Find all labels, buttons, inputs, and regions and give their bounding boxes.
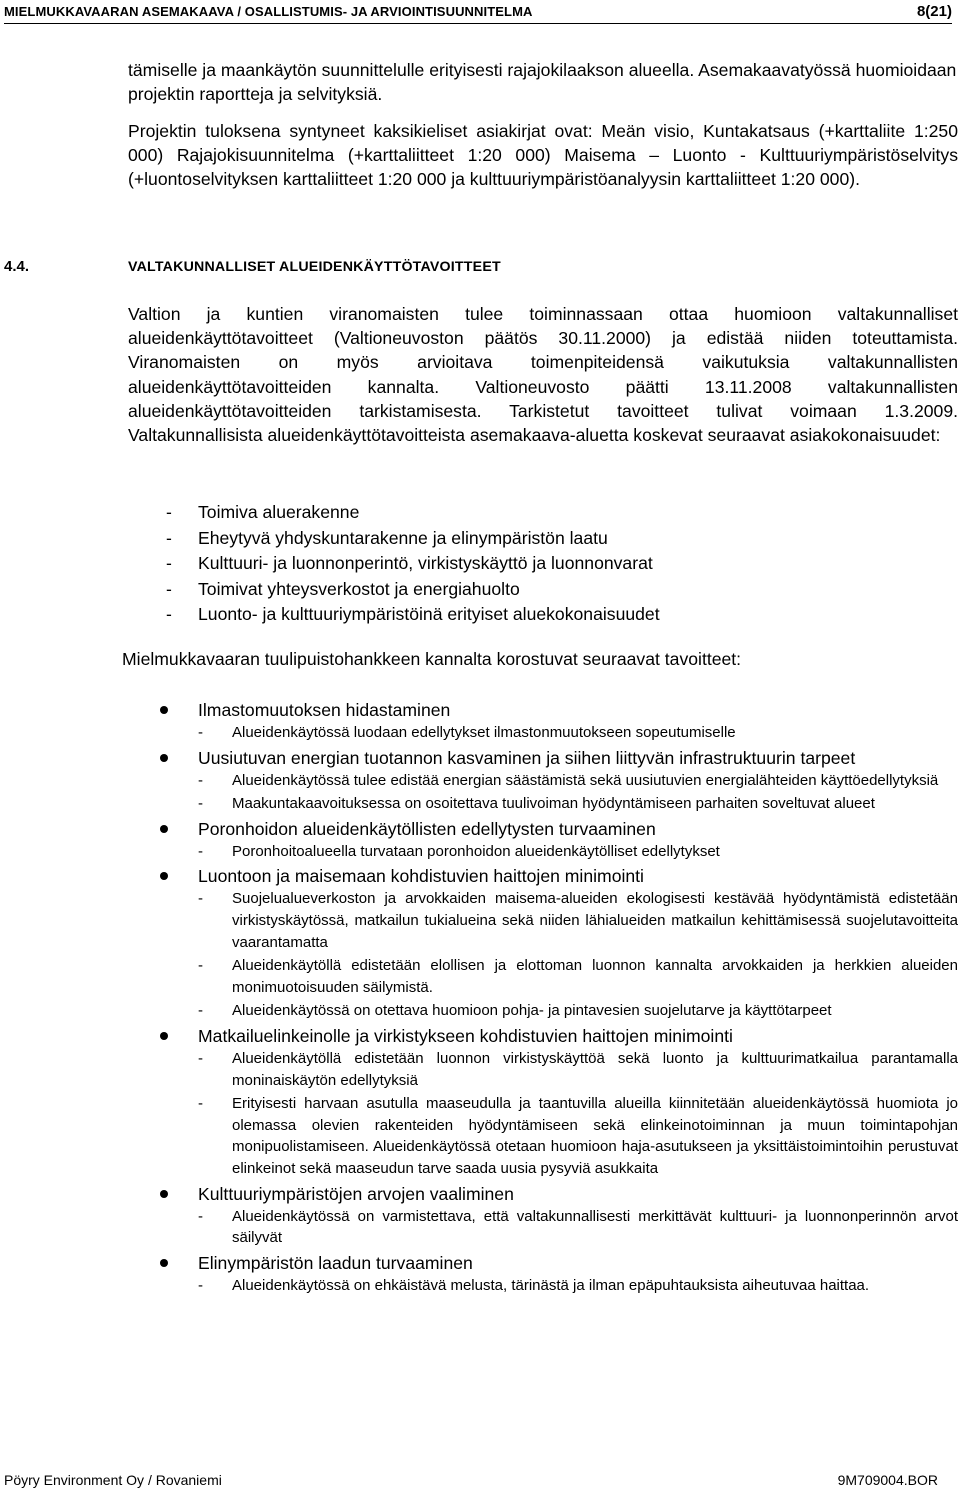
goal-title: Luontoon ja maisemaan kohdistuvien haittojen minimointi <box>198 866 644 887</box>
section-paragraph: Valtion ja kuntien viranomaisten tulee toiminnassaan ottaa huomioon valtakunnalliset alueidenkäyttötavoitteet (Valtioneuvoston päätös 30.11.2000) ja edistää niiden toteuttamista. Viranomaisten on myös arvioitava toimenpiteidensä vaikutuksia valtakunnallisten alueidenkäyttötavoitteiden kannalta. Valtioneuvosto päätti 13.11.2008 valtakunnallisten alueidenkäyttötavoitteiden tarkistamisesta. Tarkistetut tavoitteet tulivat voimaan 1.3.2009. Valtakunnallisista alueidenkäyttötavoitteista asemakaava-aluetta koskevat seuraavat asiakokonaisuudet: <box>128 304 958 446</box>
page-number: 8(21) <box>916 3 952 20</box>
goal-title: Elinympäristön laadun turvaaminen <box>198 1252 473 1273</box>
goal-item <box>158 698 960 744</box>
header-divider <box>4 23 952 24</box>
bullet-icon <box>160 872 168 880</box>
goal-subitem: - Alueidenkäytöllä edistetään elollisen ja elottoman luonnon kannalta arvokkaiden ja herkkien alueiden monimuotoisuuden säilymistä. <box>158 955 958 998</box>
goal-title: Matkailuelinkeinolle ja virkistykseen kohdistuvien haittojen minimointi <box>198 1025 733 1046</box>
goal-subitem: - Alueidenkäytössä on varmistettava, että valtakunnallisesti merkittävät kulttuuri- ja luonnonperinnön arvot säilyvät <box>158 1206 958 1249</box>
bullet-icon <box>160 825 168 833</box>
goal-item <box>158 1251 960 1297</box>
list-item: - Toimiva aluerakenne <box>128 500 958 526</box>
goal-subitem: - Alueidenkäytössä tulee edistää energian säästämistä sekä uusiutuvien energialähteiden käyttöedellytyksiä <box>158 770 958 792</box>
goal-title: Uusiutuvan energian tuotannon kasvaminen ja siihen liittyvän infrastruktuurin tarpeet <box>198 747 856 768</box>
goal-subitem: - Alueidenkäytössä on otettava huomioon pohja- ja pintavesien suojelutarve ja käyttötarpeet <box>158 1000 958 1022</box>
list-item: - Kulttuuri- ja luonnonperintö, virkistyskäyttö ja luonnonvarat <box>128 551 958 577</box>
goal-item <box>158 1182 960 1249</box>
bullet-icon <box>160 1032 168 1040</box>
section-number: 4.4. <box>4 258 30 275</box>
goals-list <box>158 698 960 1298</box>
target-areas-list <box>128 500 958 628</box>
section-heading <box>0 257 960 281</box>
goal-title: Kulttuuriympäristöjen arvojen vaaliminen <box>198 1183 514 1204</box>
goal-item <box>158 864 960 1022</box>
list-item: - Luonto- ja kulttuuriympäristöinä erityiset aluekokonaisuudet <box>128 602 958 628</box>
section-title: VALTAKUNNALLISET ALUEIDENKÄYTTÖTAVOITTEET <box>128 259 501 275</box>
goal-subitem: - Poronhoitoalueella turvataan poronhoidon alueidenkäytölliset edellytykset <box>158 841 958 863</box>
goals-intro: Mielmukkavaaran tuulipuistohankkeen kannalta korostuvat seuraavat tavoitteet: <box>122 649 742 669</box>
bullet-icon <box>160 754 168 762</box>
goal-subitem: - Erityisesti harvaan asutulla maaseudulla ja taantuvilla alueilla kiinnitetään alueidenkäytössä huomiota jo olemassa olevien rakenteiden hyödyntämiseen sekä elinkeinotoiminnan ja muun toimintapohjan monipuolistamiseen. Alueidenkäytössä otetaan huomioon haja-asutukseen ja yksittäistoimintoihin perustuvat elinkeinot sekä maaseudun tarve saada uusia pysyviä asukkaita <box>158 1093 958 1179</box>
goal-title: Poronhoidon alueidenkäytöllisten edellytysten turvaaminen <box>198 818 656 839</box>
goal-subitem: - Maakuntakaavoituksessa on osoitettava tuulivoiman hyödyntämiseen parhaiten soveltuvat alueet <box>158 793 958 815</box>
goal-item <box>158 1024 960 1180</box>
intro-paragraph: tämiselle ja maankäytön suunnittelulle erityisesti rajajokilaakson alueella. Asemakaavatyössä huomioidaan projektin raportteja ja selvityksiä. <box>128 60 957 105</box>
list-item: - Eheytyvä yhdyskuntarakenne ja elinympäristön laatu <box>128 526 958 552</box>
bullet-icon <box>160 706 168 714</box>
footer-company: Pöyry Environment Oy / Rovaniemi <box>4 1472 222 1488</box>
goal-subitem: - Alueidenkäytössä on ehkäistävä melusta, tärinästä ja ilman epäpuhtauksista aiheutuvaa haittaa. <box>158 1275 958 1297</box>
goal-item <box>158 746 960 815</box>
goal-subitem: - Suojelualueverkoston ja arvokkaiden maisema-alueiden ekologisesti kestävää hyödyntämistä edistetään virkistyskäytössä, matkailun tukialueina sekä niiden lähialueiden matkailun kehittämisessä suojelutavoitteita vaarantamatta <box>158 888 958 953</box>
list-item: - Toimivat yhteysverkostot ja energiahuolto <box>128 577 958 603</box>
footer-doc-id: 9M709004.BOR <box>837 1472 938 1488</box>
project-paragraph: Projektin tuloksena syntyneet kaksikieliset asiakirjat ovat: Meän visio, Kuntakatsaus (+karttaliite 1:250 000) Rajajokisuunnitelma (+karttaliitteet 1:20 000) Maisema – Luonto - Kulttuuriympäristöselvitys (+luontoselvityksen karttaliitteet 1:20 000 ja kulttuuriympäristöanalyysin karttaliitteet 1:20 000). <box>128 121 958 190</box>
goal-subitem: - Alueidenkäytössä luodaan edellytykset ilmastonmuutokseen sopeutumiselle <box>158 722 958 744</box>
bullet-icon <box>160 1259 168 1267</box>
goal-item <box>158 817 960 863</box>
goal-title: Ilmastomuutoksen hidastaminen <box>198 700 451 720</box>
goal-subitem: - Alueidenkäytöllä edistetään luonnon virkistyskäyttöä sekä luonto ja kulttuurimatkailua parantamalla moninaiskäytön edellytyksiä <box>158 1048 958 1091</box>
page-header <box>0 0 960 28</box>
bullet-icon <box>160 1190 168 1198</box>
document-title: MIELMUKKAVAARAN ASEMAKAAVA / OSALLISTUMIS- JA ARVIOINTISUUNNITELMA <box>4 4 533 19</box>
